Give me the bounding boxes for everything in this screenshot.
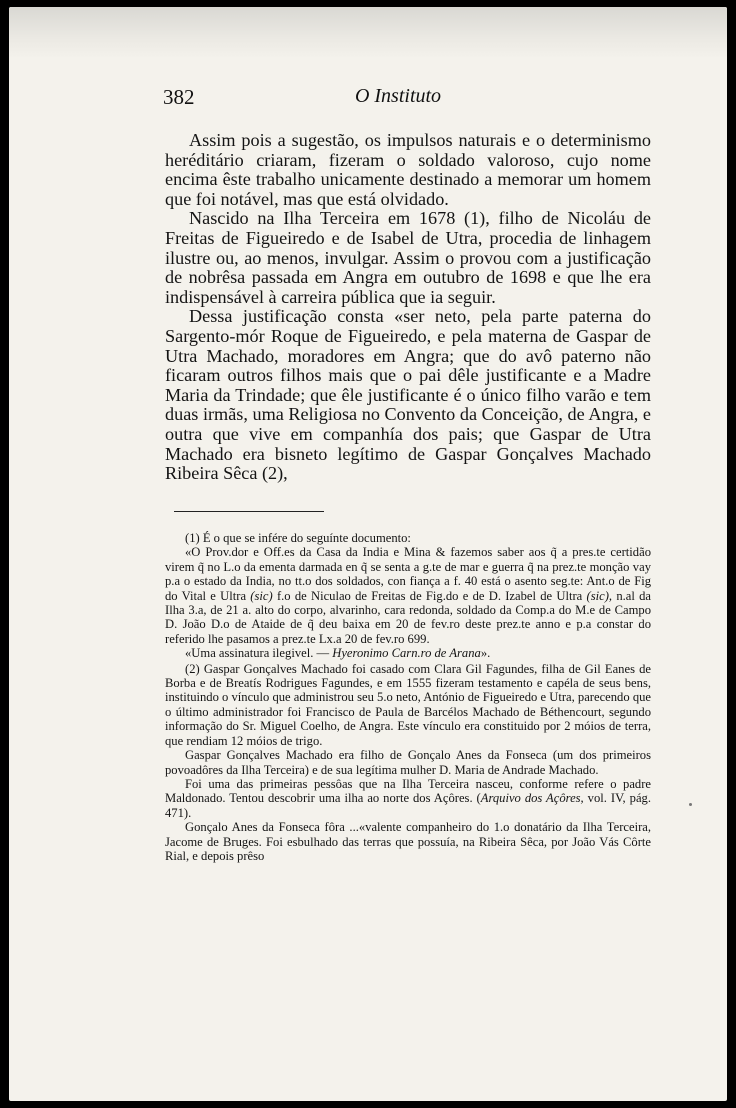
footnote-1-document <box>165 545 651 646</box>
footnote-text-italic: (sic), <box>586 588 613 603</box>
paragraph: Nascido na Ilha Terceira em 1678 (1), filho de Nicoláu de Freitas de Figueiredo e de Isabel de Utra, procedia de linhagem ilustre ou, ao menos, invulgar. Assim o provou com a justificação de nobrêsa passada em Angra em outubro de 1698 e que lhe era indispensável à carreira pública que ia seguir. <box>165 208 651 307</box>
footnote-text: n.al da Ilha 3.a, de 21 a. alto do corpo, alvarinho, cara redonda, soldado da Comp.a do M.e de Campo D. João D.o de Ataide de q̃ deu baixa em 20 de fev.ro deste prez.te anno e p.a constar do referido lhe pasamos a prez.te Lx.a 20 de fev.ro 699. <box>165 588 651 646</box>
paragraph: Assim pois a sugestão, os impulsos naturais e o determinismo heréditário criaram, fizeram o soldado valoroso, cujo nome encima êste trabalho unicamente destinado a memorar um homem que foi notável, mas que está olvidado. <box>165 130 651 209</box>
footnote-text: vol. IV, pág. 471). <box>165 791 651 820</box>
footnote-text: «O Prov.dor e Off.es da Casa da India e Mina & fazemos saber aos q̃ a pres.te certidão virem q̃ no L.o da ementa darmada en q̃ se senta a g.te de mar e guerra q̃ na prez.te monção vay p.a o estado da India, no tt.o dos soldados, con fiança a f. 40 está o asento seg.te: Ant.o de Fig do Vital e Ultra <box>165 545 651 603</box>
footnote-1-signature <box>165 646 651 660</box>
footnote-text: «Uma assinatura ilegivel. — <box>185 646 333 661</box>
scan-shadow <box>9 7 727 59</box>
footnote-2: (2) Gaspar Gonçalves Machado foi casado com Clara Gil Fagundes, filha de Gil Eanes de Borba e de Breatís Rodrigues Fagundes, e em 1555 fizeram testamento e capéla de seus bens, instituindo o vínculo que administrou seu 5.o neto, António de Figueiredo e Utra, parecendo que o último administrador foi Francisco de Paula de Barcélos Machado de Béthencourt, segundo informação do Sr. Miguel Coelho, de Angra. Este vínculo era constituido por 2 móios de terra, que rendiam 12 móios de trigo. <box>165 661 651 748</box>
signature-name: Hyeronimo Carn.ro de Arana <box>332 646 481 661</box>
running-title: O Instituto <box>354 85 442 107</box>
footnotes <box>165 531 651 863</box>
citation-title: Arquivo dos Açôres, <box>480 791 584 806</box>
footnote-text-italic: (sic) <box>250 588 273 603</box>
footnote-2-para <box>165 777 651 820</box>
footnote-2-para: Gaspar Gonçalves Machado era filho de Gonçalo Anes da Fonseca (um dos primeiros povoadôres da Ilha Terceira) e de sua legítima mulher D. Maria de Andrade Machado. <box>165 748 651 777</box>
main-text <box>165 131 651 484</box>
footnote-2-para: Gonçalo Anes da Fonseca fôra ...«valente companheiro do 1.o donatário da Ilha Terceira, Jacome de Bruges. Foi esbulhado das terras que possuía, na Ribeira Sêca, por João Vás Côrte Rial, e depois prêso <box>165 820 651 863</box>
paragraph: Dessa justificação consta «ser neto, pela parte paterna do Sargento-mór Roque de Figueiredo, e pela materna de Gaspar de Utra Machado, moradores em Angra; que do avô paterno não ficaram outros filhos mais que o pai dêle justificante e a Madre Maria da Trindade; que êle justificante é o único filho varão e tem duas irmãs, uma Religiosa no Convento da Conceição, de Angra, e outra que vive em companhía dos pais; que Gaspar de Utra Machado era bisneto legítimo de Gaspar Gonçalves Machado Ribeira Sêca (2), <box>165 306 651 484</box>
page-header <box>163 85 633 111</box>
footnote-separator <box>174 511 324 512</box>
footnote-1-intro: (1) É o que se infére do seguínte documento: <box>185 531 411 545</box>
footnote-text: f.o de Niculao de Freitas de Fig.do e de D. Izabel de Ultra <box>272 588 587 603</box>
paper-speck <box>689 803 692 806</box>
book-page <box>9 7 727 1101</box>
page-number: 382 <box>163 85 195 109</box>
footnote-text: Foi uma das primeiras pessôas que na Ilha Terceira nasceu, conforme refere o padre Maldonado. Tentou descobrir uma ilha ao norte dos Açôres. ( <box>165 776 651 806</box>
footnote-text: ». <box>480 646 491 661</box>
